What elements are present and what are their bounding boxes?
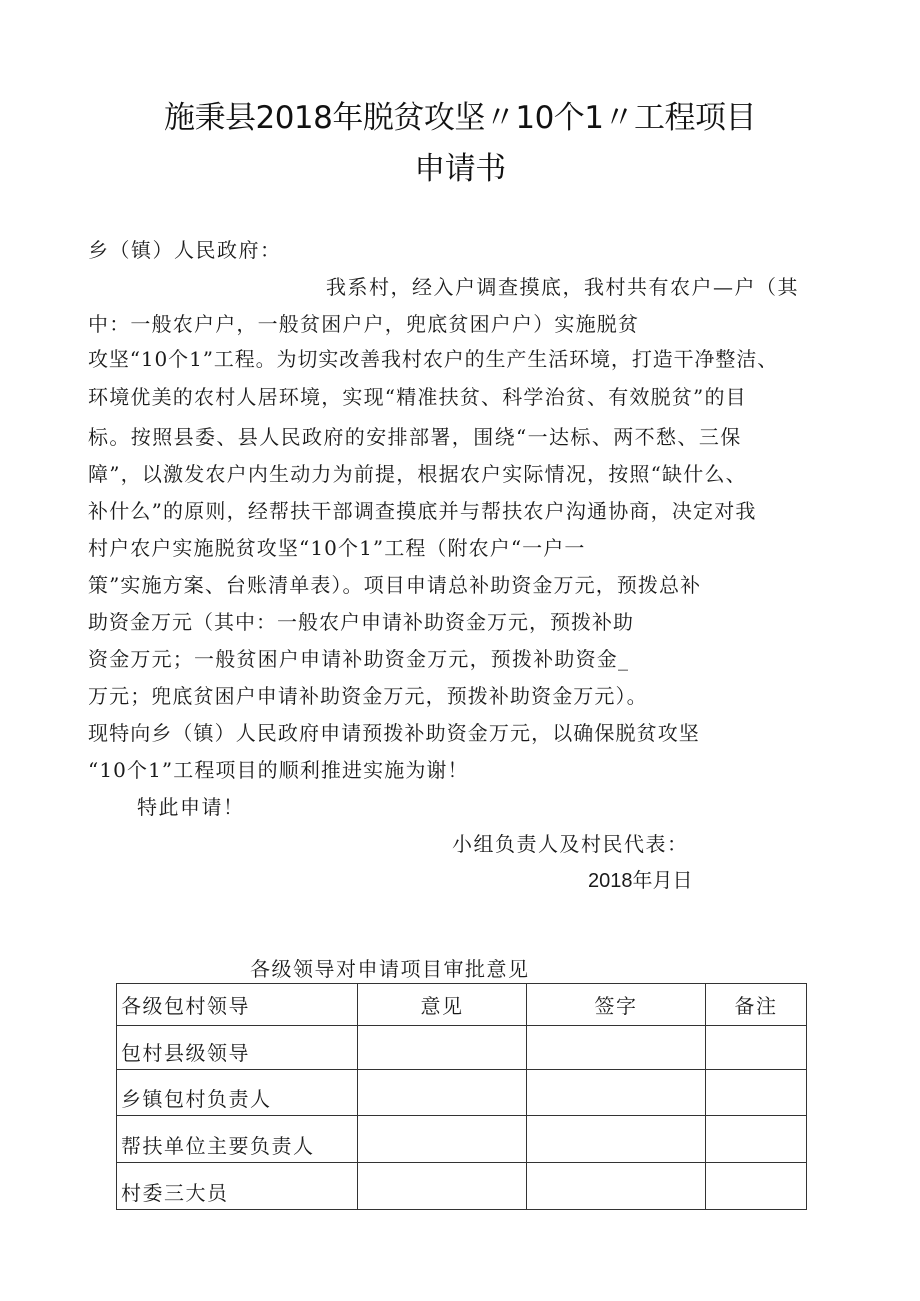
header-signature: 签字 <box>527 984 706 1026</box>
row-label: 包村县级领导 <box>117 1026 358 1070</box>
body-line-9: 策”实施方案、台账清单表）。项目申请总补助资金万元，预拨总补 <box>88 573 702 597</box>
table-row <box>117 1116 807 1163</box>
approval-table <box>116 983 807 1210</box>
row-label: 乡镇包村负责人 <box>117 1070 358 1116</box>
body-line-5: 标。按照县委、县人民政府的安排部署，围绕“一达标、两不愁、三保 <box>88 425 742 449</box>
signature-cell[interactable] <box>527 1070 706 1116</box>
closing-text: 特此申请！ <box>137 795 245 819</box>
date-line: 2018年月日 <box>588 870 693 892</box>
body-line-14: “10个1”工程项目的顺利推进实施为谢！ <box>88 758 469 782</box>
row-label: 帮扶单位主要负责人 <box>117 1116 358 1163</box>
signature-cell[interactable] <box>527 1163 706 1210</box>
table-header-row <box>117 984 807 1026</box>
salutation: 乡（镇）人民政府： <box>88 238 282 262</box>
remarks-cell[interactable] <box>706 1026 807 1070</box>
row-label: 村委三大员 <box>117 1163 358 1210</box>
table-row <box>117 1070 807 1116</box>
document-title: 施秉县2018年脱贫攻坚〃10个1〃工程项目 <box>163 100 757 136</box>
body-line-10: 助资金万元（其中：一般农户申请补助资金万元，预拨补助 <box>88 610 634 634</box>
remarks-cell[interactable] <box>706 1163 807 1210</box>
body-line-8: 村户农户实施脱贫攻坚“10个1”工程（附农户“一户一 <box>88 536 586 560</box>
signature-label: 小组负责人及村民代表： <box>452 832 689 856</box>
header-opinion: 意见 <box>358 984 527 1026</box>
opinion-cell[interactable] <box>358 1163 527 1210</box>
body-line-12: 万元；兜底贫困户申请补助资金万元，预拨补助资金万元）。 <box>88 684 648 708</box>
table-row <box>117 1026 807 1070</box>
document-subtitle: 申请书 <box>414 151 506 187</box>
signature-cell[interactable] <box>527 1116 706 1163</box>
body-line-6: 障”，以激发农户内生动力为前提，根据农户实际情况，按照“缺什么、 <box>88 462 747 486</box>
body-line-3: 攻坚“10个1”工程。为切实改善我村农户的生产生活环境，打造干净整洁、 <box>88 347 779 371</box>
table-row <box>117 1163 807 1210</box>
body-line-4: 环境优美的农村人居环境，实现“精准扶贫、科学治贫、有效脱贫”的目 <box>88 385 747 409</box>
remarks-cell[interactable] <box>706 1116 807 1163</box>
body-line-2: 中：一般农户户，一般贫困户户，兜底贫困户户）实施脱贫 <box>88 312 640 336</box>
body-line-1: 我系村，经入户调查摸底，我村共有农户—户（其 <box>326 275 799 299</box>
opinion-cell[interactable] <box>358 1116 527 1163</box>
body-line-13: 现特向乡（镇）人民政府申请预拨补助资金万元，以确保脱贫攻坚 <box>88 721 700 745</box>
approval-table-title: 各级领导对申请项目审批意见 <box>250 957 530 981</box>
header-remarks: 备注 <box>706 984 807 1026</box>
opinion-cell[interactable] <box>358 1070 527 1116</box>
header-leader: 各级包村领导 <box>117 984 358 1026</box>
body-line-11: 资金万元；一般贫困户申请补助资金万元，预拨补助资金_ <box>88 647 630 671</box>
body-line-7: 补什么”的原则，经帮扶干部调查摸底并与帮扶农户沟通协商，决定对我 <box>88 499 757 523</box>
remarks-cell[interactable] <box>706 1070 807 1116</box>
opinion-cell[interactable] <box>358 1026 527 1070</box>
signature-cell[interactable] <box>527 1026 706 1070</box>
